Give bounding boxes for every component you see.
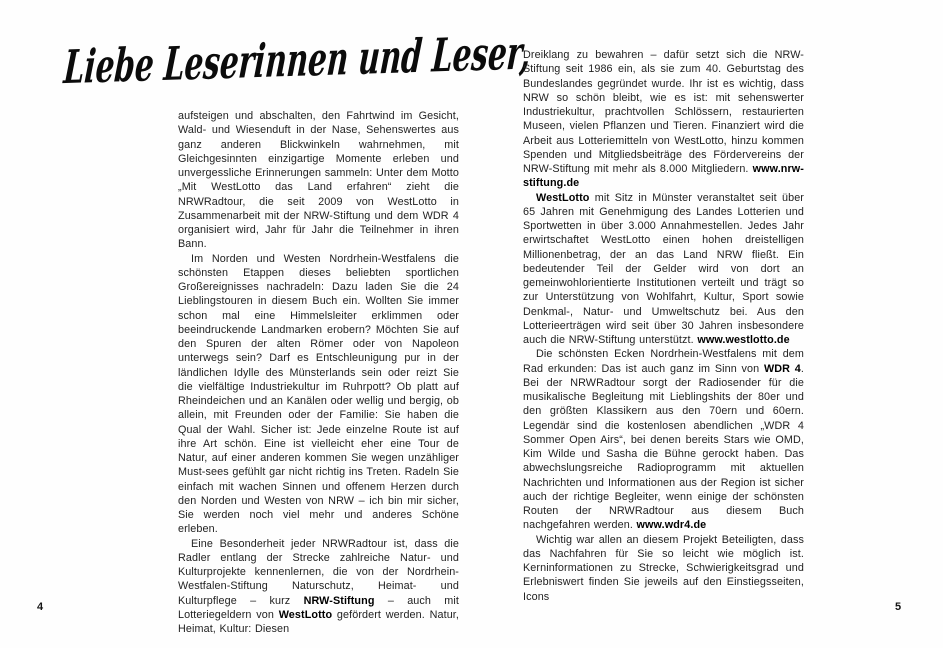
bold-text-run: WDR 4 — [763, 362, 801, 375]
paragraph — [178, 109, 459, 252]
page-title: Liebe Leserinnen und Leser, — [62, 25, 533, 95]
paragraph — [178, 537, 459, 637]
text-run: Dreiklang zu bewahren – dafür setzt sich die NRW-Stiftung seit 1986 ein, als sie zum 40. Geburtstag des Bundeslandes gegründet wurde. Ihr ist es wichtig, dass NRW so schön bleibt, wie es ist: mit sehenswerter Industriekultur, prachtvollen Schlössern, restaurierten Museen, vielen Pflanzen und Tieren. Finanziert wird die Arbeit aus Lotteriemitteln von WestLotto, hinzu kommen Spenden und Mitgliedsbeiträge des Fördervereins der NRW-Stiftung mit mehr als 8.000 Mitgliedern. — [523, 49, 804, 175]
text-run: mit Sitz in Münster veranstaltet seit über 65 Jahren mit Genehmigung des Landes Lotterien und Sportwetten in über 3.000 Annahmestellen. Jedes Jahr erwirtschaftet WestLotto einen hohen dreistelligen Millionenbetrag, der an das Land NRW fließt. Ein bedeutender Teil der Gelder wird von dort an gemeinwohlorientierte Institutionen verteilt und trägt so zur Unterstützung von Wohlfahrt, Kultur, Sport sowie Denkmal-, Natur- und Umweltschutz bei. Aus den Lotterieerträgen wird seit über 30 Jahren insbesondere auch die NRW-Stiftung unterstützt. — [523, 191, 804, 346]
bold-text-run: www.westlotto.de — [697, 334, 790, 346]
text-run: aufsteigen und abschalten, den Fahrtwind im Gesicht, Wald- und Wiesenduft in der Nase, Sehenswertes aus ganz anderen Blickwinkeln wahrnehmen, mit Gleichgesinnten einzigartige Momente erleben und unvergessliche Erinnerungen sammeln: Unter dem Motto „Mit WestLotto das Land erfahren“ zieht die NRWRadtour, die seit 2009 von WestLotto in Zusammenarbeit mit der NRW-Stiftung und dem WDR 4 organisiert wird, Jahr für Jahr die Teilnehmer in ihren Bann. — [178, 110, 459, 251]
paragraph — [523, 533, 804, 604]
bold-text-run: WestLotto — [536, 191, 590, 204]
paragraph — [523, 191, 804, 348]
paragraph — [178, 252, 459, 537]
text-run: gefördert werden. Natur, Heimat, Kultur: Diesen — [178, 608, 460, 635]
text-run: – auch mit Lotteriegeldern von — [178, 594, 459, 621]
bold-text-run: www.wdr4.de — [636, 519, 707, 532]
page-number-right: 5 — [895, 601, 902, 613]
left-text-column — [178, 109, 459, 636]
bold-text-run: www.nrw-stiftung.de — [523, 163, 804, 190]
text-run: Wichtig war allen an diesem Projekt Beteiligten, dass das Nachfahren für Sie so leicht wie möglich ist. Kerninformationen zu Strecke, Schwierigkeitsgrad und Erlebniswert finden Sie jeweils auf den Einstiegsseiten, Icons — [523, 533, 804, 603]
text-run: Die schönsten Ecken Nordrhein-Westfalens mit dem Rad erkunden: Das ist auch ganz im Sinn von — [523, 348, 804, 375]
text-run: Eine Besonderheit jeder NRWRadtour ist, dass die Radler entlang der Strecke zahlreiche Natur- und Kulturprojekte kennenlernen, die von der Nordrhein-Westfalen-Stiftung Naturschutz, Heimat- und Kulturpflege – kurz — [178, 537, 459, 607]
paragraph — [523, 48, 804, 191]
right-text-column — [523, 48, 804, 604]
page-number-left: 4 — [37, 601, 44, 613]
text-run: . Bei der NRWRadtour sorgt der Radiosender für die musikalische Begleitung mit Lieblingshits der 80er und den größten Klassikern aus den 70ern und 60ern. Legendär sind die kostenlosen abendlichen „WDR 4 Sommer Open Airs“, bei denen bereits Stars wie OMD, Kim Wilde und Sasha die Bühne gerockt haben. Das abwechslungsreiche Radioprogramm mit aktuellen Nachrichten und Informationen aus der Region ist sicher auch der richtige Begleiter, wenn einige der schönsten Routen der NRWRadtour aus diesem Buch nachgefahren werden. — [523, 362, 804, 532]
text-run: Im Norden und Westen Nordrhein-Westfalens die schönsten Etappen dieses beliebten sportlichen Großereignisses nachradeln: Dazu laden Sie die 24 Lieblingstouren in diesem Buch ein. Wollten Sie immer schon mal eine Himmelsleiter erklimmen oder beeindruckende Landmarken erobern? Möchten Sie auf den Spuren der alten Römer oder von Napoleon unterwegs sein? Darf es Entschleunigung pur in der ländlichen Idylle des Münsterlands sein oder reizt Sie die vielfältige Industriekultur im Ruhrpott? Ob platt auf Rheindeichen und an Kanälen oder wellig und bergig, ob allein, mit Freunden oder der Familie: Sie haben die Qual der Wahl. Sicher ist: Jede einzelne Route ist auf ihre Art schön. Eine ist vielleicht eher eine Tour de Natur, auf einer anderen kommen Sie wegen unzähliger Must-sees gefühlt gar nicht richtig ins Treten. Radeln Sie einfach mit wachen Sinnen und offenem Herzen durch den Norden und Westen von NRW – ich bin mir sicher, Sie werden noch viel mehr und anderes Schöne erleben. — [178, 252, 459, 536]
paragraph — [523, 347, 804, 532]
bold-text-run: NRW-Stiftung — [303, 594, 375, 607]
bold-text-run: WestLotto — [278, 608, 333, 621]
